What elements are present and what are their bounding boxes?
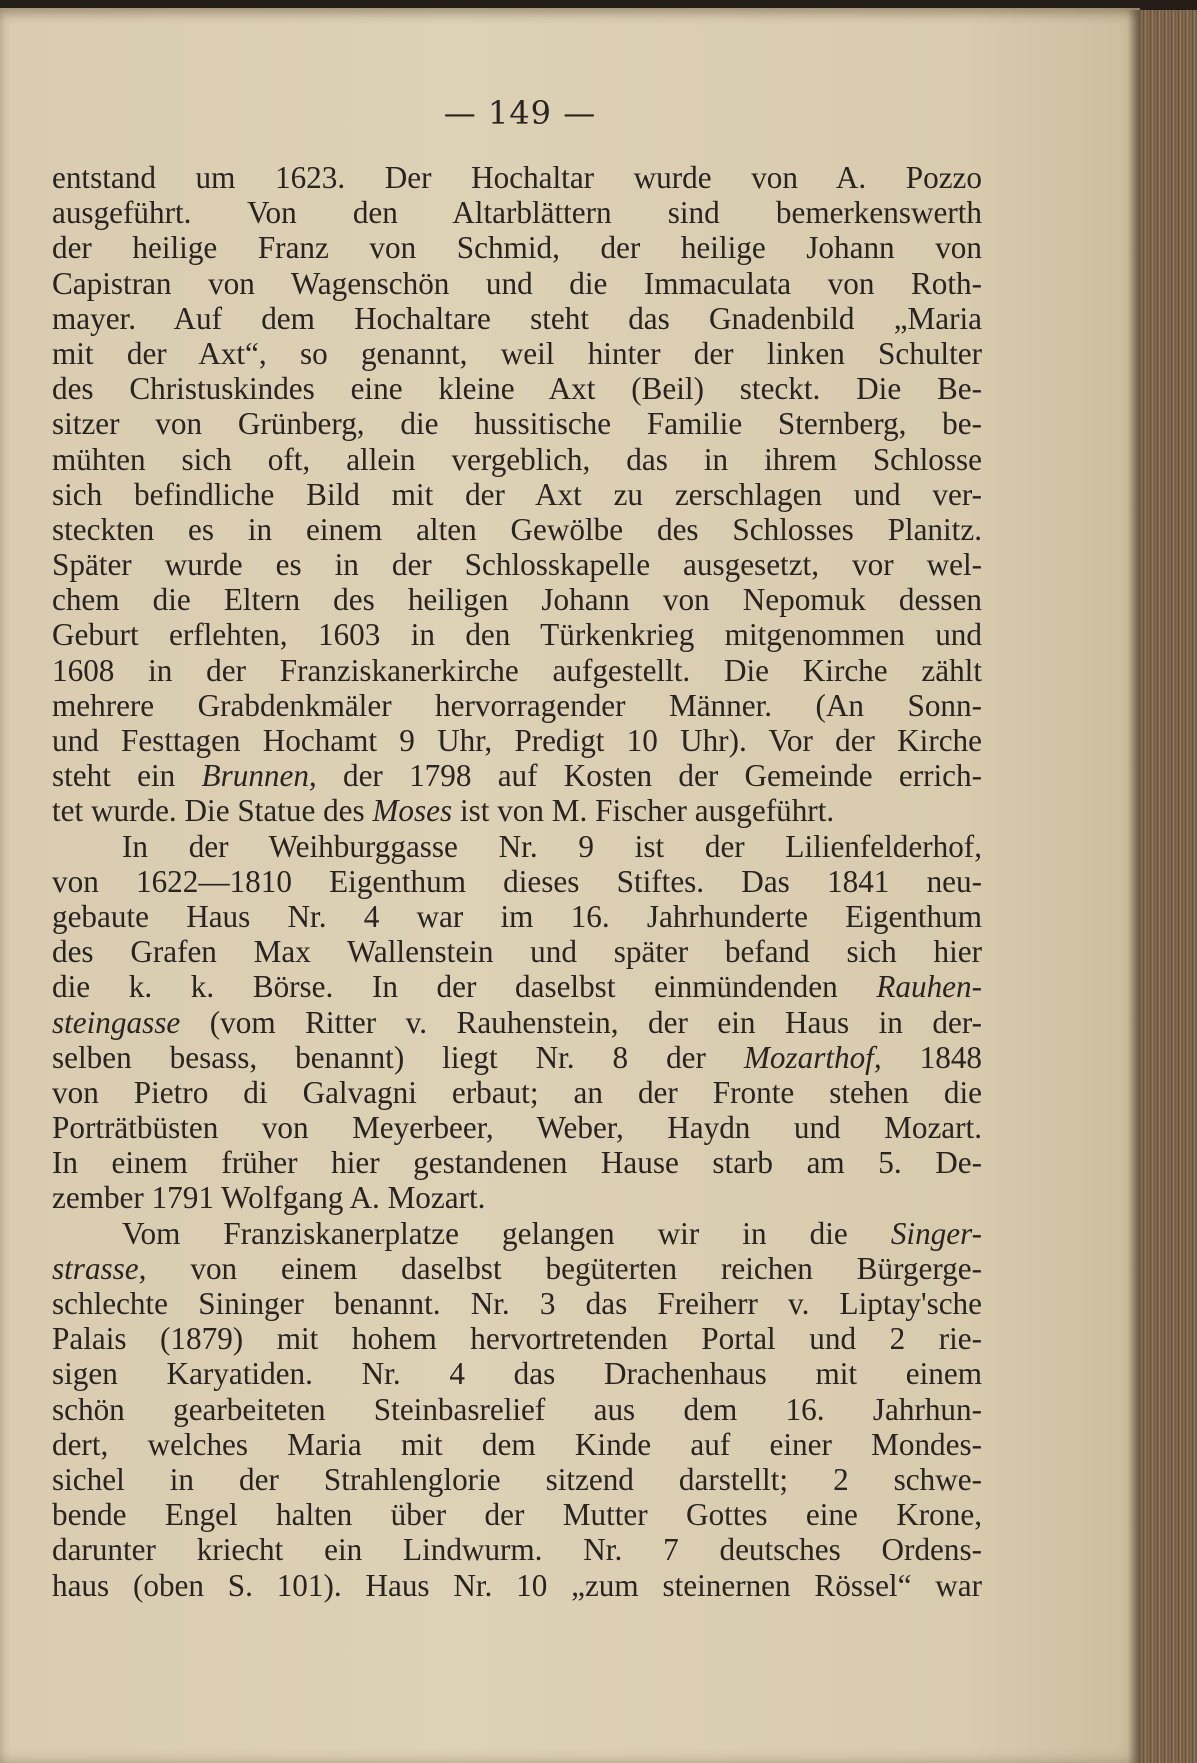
text-line: Porträtbüsten von Meyerbeer, Weber, Haydn und Mozart.	[52, 1110, 982, 1146]
italic-term-rauhensteingasse-cont: steingasse	[52, 1004, 181, 1040]
text-line: schön gearbeiteten Steinbasrelief aus dem 16. Jahrhun-	[52, 1391, 982, 1427]
text-line: In einem früher hier gestandenen Hause starb am 5. De-	[52, 1145, 982, 1181]
text-line	[52, 1040, 982, 1075]
text-line	[52, 758, 982, 793]
text-line: schlechte Sininger benannt. Nr. 3 das Freiherr v. Liptay'sche	[52, 1286, 982, 1321]
text-line: ausgeführt. Von den Altarblättern sind bemerkenswerth	[52, 195, 982, 231]
text-line: entstand um 1623. Der Hochaltar wurde von A. Pozzo	[52, 160, 982, 195]
text-line: sichel in der Strahlenglorie sitzend darstellt; 2 schwe-	[52, 1461, 982, 1497]
text-run: tet wurde. Die Statue des	[52, 793, 373, 829]
text-run: die k. k. Börse. In der daselbst einmündenden	[52, 969, 877, 1005]
text-line: Geburt erflehten, 1603 in den Türkenkrieg mitgenommen und	[52, 617, 982, 653]
paragraph-start-line: In der Weihburggasse Nr. 9 ist der Lilienfelderhof,	[122, 828, 982, 864]
text-line: des Christuskindes eine kleine Axt (Beil) steckt. Die Be-	[52, 371, 982, 407]
text-line: Später wurde es in der Schlosskapelle ausgesetzt, vor wel-	[52, 547, 982, 583]
text-run: steht ein	[52, 758, 202, 794]
text-line	[52, 1251, 982, 1286]
text-line: steckten es in einem alten Gewölbe des Schlosses Planitz.	[52, 511, 982, 547]
italic-term-rauhensteingasse: Rauhen-	[876, 969, 982, 1005]
text-line: 1608 in der Franziskanerkirche aufgestellt. Die Kirche zählt	[52, 652, 982, 688]
text-line: mayer. Auf dem Hochaltare steht das Gnadenbild „Maria	[52, 300, 982, 336]
text-line: des Grafen Max Wallenstein und später befand sich hier	[52, 934, 982, 970]
text-line: dert, welches Maria mit dem Kinde auf einer Mondes-	[52, 1426, 982, 1462]
italic-term-singerstrasse: Singer-	[890, 1215, 982, 1251]
italic-term-brunnen: Brunnen,	[201, 758, 317, 794]
text-run: (vom Ritter v. Rauhenstein, der ein Haus in der-	[180, 1004, 982, 1040]
text-line: sich befindliche Bild mit der Axt zu zerschlagen und ver-	[52, 476, 982, 512]
text-run: der 1798 auf Kosten der Gemeinde errich-	[316, 758, 982, 794]
text-line: und Festtagen Hochamt 9 Uhr, Predigt 10 Uhr). Vor der Kirche	[52, 723, 982, 758]
text-line: mehrere Grabdenkmäler hervorragender Männer. (An Sonn-	[52, 687, 982, 723]
text-line: sitzer von Grünberg, die hussitische Familie Sternberg, be-	[52, 406, 982, 442]
text-line: mühten sich oft, allein vergeblich, das in ihrem Schlosse	[52, 441, 982, 477]
text-run: Vom Franziskanerplatze gelangen wir in die	[122, 1215, 891, 1251]
italic-term-singerstrasse-cont: strasse,	[52, 1250, 147, 1286]
text-line	[52, 793, 982, 828]
book-page-edges	[1140, 10, 1197, 1763]
text-line: Palais (1879) mit hohem hervortretenden Portal und 2 rie-	[52, 1321, 982, 1357]
text-line: Capistran von Wagenschön und die Immaculata von Roth-	[52, 265, 982, 301]
text-line: sigen Karyatiden. Nr. 4 das Drachenhaus mit einem	[52, 1356, 982, 1392]
text-line	[52, 1005, 982, 1040]
text-line: haus (oben S. 101). Haus Nr. 10 „zum steinernen Rössel“ war	[52, 1567, 982, 1603]
text-run: ist von M. Fischer ausgeführt.	[452, 793, 835, 829]
text-line: der heilige Franz von Schmid, der heilige Johann von	[52, 230, 982, 266]
body-text	[52, 160, 982, 1603]
text-line	[52, 969, 982, 1004]
paragraph-start-line	[52, 1216, 982, 1251]
text-line: mit der Axt“, so genannt, weil hinter der linken Schulter	[52, 335, 982, 371]
text-run: von einem daselbst begüterten reichen Bürgerge-	[146, 1250, 982, 1286]
text-line: von 1622—1810 Eigenthum dieses Stiftes. Das 1841 neu-	[52, 863, 982, 899]
page-number: — 149 —	[443, 94, 597, 132]
text-line: zember 1791 Wolfgang A. Mozart.	[52, 1180, 486, 1216]
italic-term-mozarthof: Mozarthof,	[743, 1039, 882, 1075]
text-line: darunter kriecht ein Lindwurm. Nr. 7 deutsches Ordens-	[52, 1532, 982, 1568]
text-line: gebaute Haus Nr. 4 war im 16. Jahrhunderte Eigenthum	[52, 898, 982, 934]
text-line: chem die Eltern des heiligen Johann von Nepomuk dessen	[52, 582, 982, 618]
text-line: von Pietro di Galvagni erbaut; an der Fronte stehen die	[52, 1074, 982, 1110]
text-run: selben besass, benannt) liegt Nr. 8 der	[52, 1039, 744, 1075]
text-line: bende Engel halten über der Mutter Gottes eine Krone,	[52, 1497, 982, 1533]
text-run: 1848	[881, 1039, 982, 1075]
italic-term-moses: Moses	[372, 793, 453, 829]
